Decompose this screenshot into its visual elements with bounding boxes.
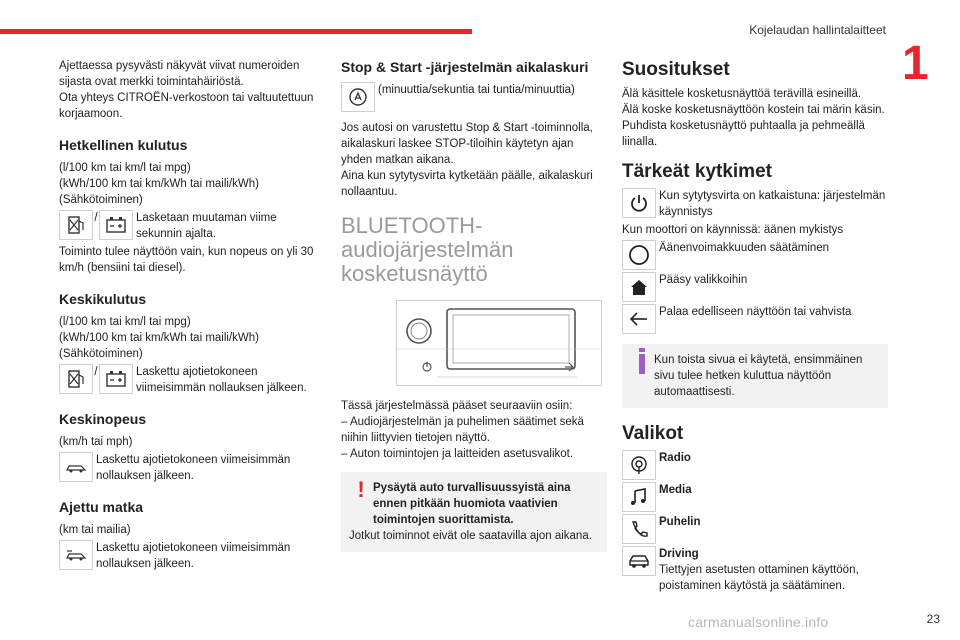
back-arrow-icon (622, 304, 656, 334)
instant-consumption-row (59, 210, 321, 242)
menu-media-label: Media (659, 484, 692, 496)
intro-text-1: Ajettaessa pysyvästi näkyvät viivat numeroiden sijasta ovat merkki toimintahäiriöstä. (59, 60, 300, 88)
info-icon (639, 354, 645, 374)
warning-exclamation-icon: ! (357, 477, 365, 502)
bt-body-intro: Tässä järjestelmässä pääset seuraaviin osiin: (341, 400, 573, 412)
power-icon (622, 188, 656, 218)
section-title-distance: Ajettu matka (59, 499, 144, 515)
unit-line: (l/100 km tai km/l tai mpg) (59, 162, 191, 174)
car-icon (622, 546, 656, 576)
column-3 (622, 58, 888, 594)
column-1 (59, 58, 321, 574)
stop-start-body-1: Jos autosi on varustettu Stop & Start -toiminnolla, aikalaskuri laskee STOP-tiloihin käytetyn ajan yhden matkan aikana. (341, 122, 593, 166)
unit-line: (l/100 km tai km/l tai mpg) (59, 316, 191, 328)
battery-icon (99, 210, 133, 240)
unit-line: (km tai mailia) (59, 524, 131, 536)
unit-line: (Sähkötoiminen) (59, 348, 143, 360)
bt-body-item-2: – Auton toimintojen ja laitteiden asetusvalikot. (341, 448, 574, 460)
separator-slash: / (94, 366, 98, 378)
section-title-menus: Valikot (622, 423, 684, 444)
home-icon (622, 272, 656, 302)
unit-line: (kWh/100 km tai km/kWh tai maili/kWh) (59, 178, 259, 190)
distance-row (59, 540, 321, 572)
back-description: Palaa edelliseen näyttöön tai vahvista (659, 306, 852, 318)
section-title-recommendations: Suositukset (622, 59, 730, 80)
volume-row (622, 240, 888, 270)
menu-phone-label: Puhelin (659, 516, 701, 528)
menu-phone-row (622, 514, 888, 544)
power-row (622, 188, 888, 220)
stop-start-icon (341, 82, 375, 112)
stop-start-row (341, 82, 607, 112)
warning-bold-text: Pysäytä auto turvallisuussyistä aina ennen pitkään huomiota vaativien toimintojen suorittamista. (373, 482, 571, 526)
fuel-pump-icon (59, 364, 93, 394)
chapter-number: 1 (902, 37, 929, 90)
home-description: Pääsy valikkoihin (659, 274, 748, 286)
section-title-instant-consumption: Hetkellinen kulutus (59, 137, 188, 153)
unit-line: (km/h tai mph) (59, 436, 133, 448)
music-note-icon (622, 482, 656, 512)
phone-icon (622, 514, 656, 544)
stop-start-icon-text: (minuuttia/sekuntia tai tuntia/minuuttia) (378, 84, 575, 96)
section-title-average-consumption: Keskikulutus (59, 291, 147, 307)
info-panel (622, 344, 888, 408)
section-title-stop-start: Stop & Start -järjestelmän aikalaskuri (341, 59, 589, 75)
instant-consumption-note: Toiminto tulee näyttöön vain, kun nopeus on yli 30 km/h (bensiini tai diesel). (59, 246, 314, 274)
separator-slash: / (94, 212, 98, 224)
menu-radio-row (622, 450, 888, 480)
unit-line: (kWh/100 km tai km/kWh tai maili/kWh) (59, 332, 259, 344)
average-speed-description: Laskettu ajotietokoneen viimeisimmän nollauksen jälkeen. (96, 454, 291, 482)
back-row (622, 304, 888, 334)
radio-icon (622, 450, 656, 480)
bt-body-item-1: – Audiojärjestelmän ja puhelimen säätimet sekä niihin liittyvien tietojen näyttö. (341, 416, 584, 444)
engine-running-note: Kun moottori on käynnissä: äänen mykistys (622, 224, 844, 236)
volume-description: Äänenvoimakkuuden säätäminen (659, 242, 830, 254)
car-distance-icon (59, 540, 93, 570)
fuel-pump-icon (59, 210, 93, 240)
header-red-bar (0, 29, 472, 34)
touchscreen-illustration (396, 300, 602, 386)
watermark: carmanualsonline.info (688, 614, 829, 630)
average-consumption-row (59, 364, 321, 396)
recommendation-line: Puhdista kosketusnäyttö puhtaalla ja pehmeällä liinalla. (622, 120, 865, 148)
menu-driving-description: Tiettyjen asetusten ottaminen käyttöön, poistaminen käytöstä ja säätäminen. (659, 564, 859, 592)
unit-line: (Sähkötoiminen) (59, 194, 143, 206)
stop-start-body-2: Aina kun sytytysvirta kytketään päälle, aikalaskuri nollaantuu. (341, 170, 593, 198)
average-speed-row (59, 452, 321, 484)
intro-text-2: Ota yhteys CITROËN-verkostoon tai valtuutettuun korjaamoon. (59, 92, 314, 120)
page-number: 23 (926, 612, 940, 626)
average-consumption-description: Laskettu ajotietokoneen viimeisimmän nollauksen jälkeen. (136, 366, 307, 394)
instant-consumption-description: Lasketaan muutaman viime sekunnin ajalta. (136, 212, 277, 240)
warning-panel (341, 472, 607, 552)
battery-icon (99, 364, 133, 394)
home-row (622, 272, 888, 302)
distance-description: Laskettu ajotietokoneen viimeisimmän nollauksen jälkeen. (96, 542, 291, 570)
car-speed-icon (59, 452, 93, 482)
column-2 (341, 58, 607, 552)
section-title-average-speed: Keskinopeus (59, 411, 147, 427)
menu-media-row (622, 482, 888, 512)
warning-text: Jotkut toiminnot eivät ole saatavilla ajon aikana. (349, 530, 592, 542)
info-text: Kun toista sivua ei käytetä, ensimmäinen sivu tulee hetken kuluttua näyttöön automaattisesti. (654, 354, 863, 398)
menu-radio-label: Radio (659, 452, 691, 464)
recommendation-line: Älä käsittele kosketusnäyttöä terävillä esineillä. (622, 88, 862, 100)
menu-driving-label: Driving (659, 548, 699, 560)
power-description: Kun sytytysvirta on katkaistuna: järjestelmän käynnistys (659, 190, 886, 218)
recommendation-line: Älä koske kosketusnäyttöön kostein tai märin käsin. (622, 104, 885, 116)
bluetooth-section-title: BLUETOOTH-audiojärjestelmän kosketusnäyttö (341, 213, 514, 286)
header-title: Kojelaudan hallintalaitteet (749, 23, 886, 37)
volume-knob-icon (622, 240, 656, 270)
section-title-switches: Tärkeät kytkimet (622, 161, 772, 182)
